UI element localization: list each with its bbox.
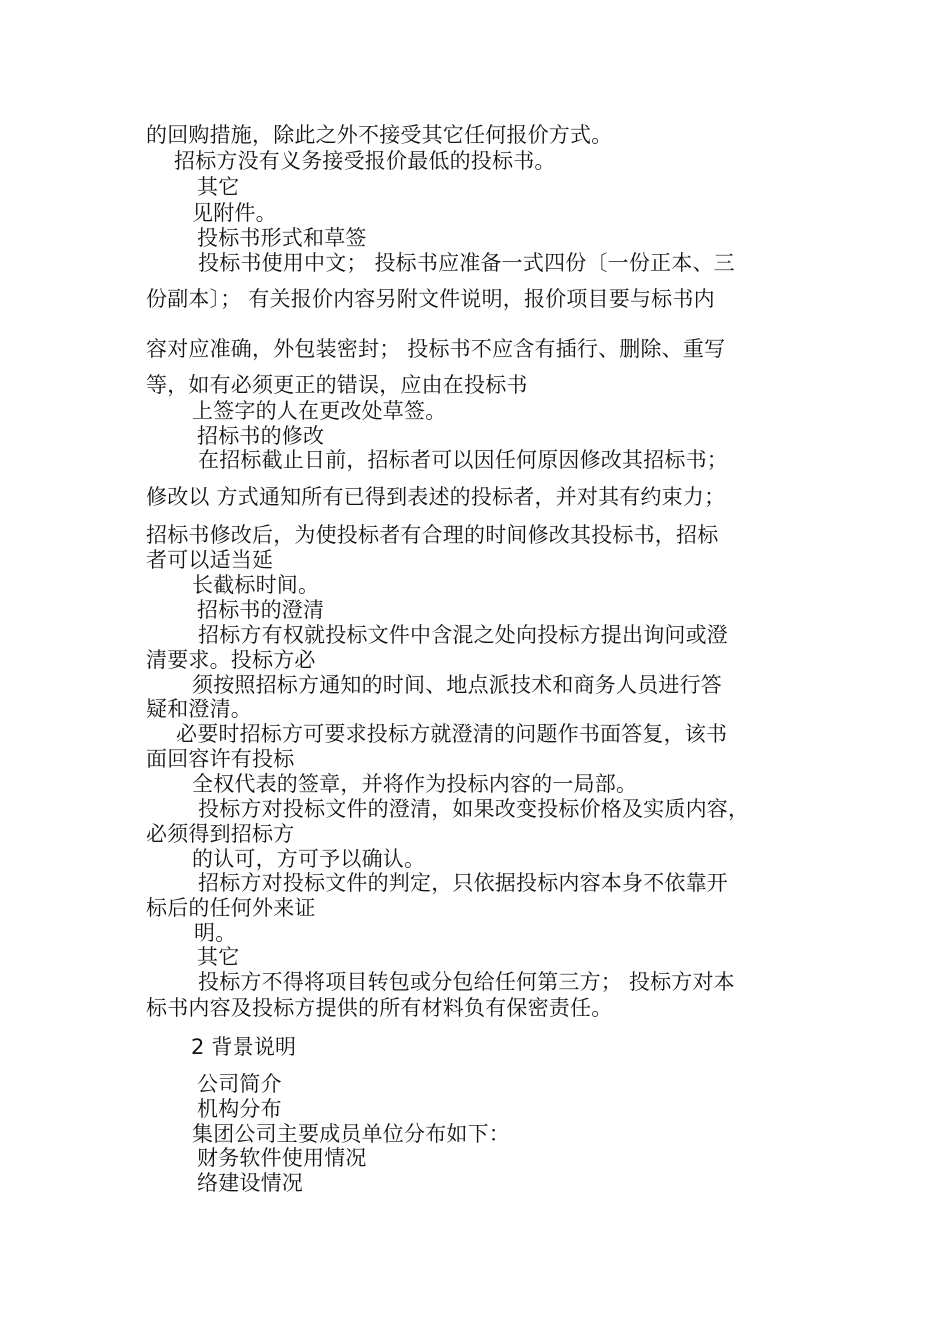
text-line: 招标方没有义务接受报价最低的投标书。: [174, 149, 556, 173]
text-line: 修改以 方式通知所有已得到表述的投标者，并对其有约束力；: [146, 485, 726, 509]
section-heading: 投标书形式和草签: [197, 226, 367, 250]
text-line: 标书内容及投标方提供的所有材料负有保密责任。: [146, 996, 613, 1020]
section-heading: 络建设情况: [197, 1171, 303, 1195]
text-line: 等，如有必须更正的错误，应由在投标书: [146, 373, 528, 397]
text-line: 招标方有权就投标文件中含混之处向投标方提出询问或澄: [198, 623, 728, 647]
text-line: 须按照招标方通知的时间、地点派技术和商务人员进行答: [192, 673, 722, 697]
text-line: 投标书使用中文； 投标书应准备一式四份〔一份正本、三: [198, 251, 735, 275]
section-heading: 招标书的澄清: [197, 598, 325, 622]
text-line: 明。: [194, 921, 237, 945]
chapter-heading: 2 背景说明: [191, 1035, 297, 1059]
text-line: 集团公司主要成员单位分布如下：: [192, 1122, 510, 1146]
text-line: 长截标时间。: [192, 573, 320, 597]
text-line: 清要求。投标方必: [146, 648, 316, 672]
text-line: 份副本〕； 有关报价内容另附文件说明，报价项目要与标书内: [146, 287, 715, 311]
section-heading: 招标书的修改: [197, 424, 325, 448]
text-line: 招标方对投标文件的判定，只依据投标内容本身不依靠开: [198, 871, 728, 895]
text-line: 见附件。: [192, 201, 277, 225]
text-line: 的认可，方可予以确认。: [192, 847, 426, 871]
text-line: 容对应准确，外包装密封； 投标书不应含有插行、删除、重写: [146, 337, 726, 361]
text-line: 投标方对投标文件的澄清，如果改变投标价格及实质内容，: [198, 797, 750, 821]
text-line: 必要时招标方可要求投标方就澄清的问题作书面答复，该书: [176, 722, 728, 746]
text-line: 者可以适当延: [146, 548, 274, 572]
text-line: 面回容许有投标: [146, 747, 295, 771]
text-line: 上签字的人在更改处草签。: [192, 399, 447, 423]
section-heading: 其它: [197, 945, 240, 969]
text-line: 投标方不得将项目转包或分包给任何第三方； 投标方对本: [198, 970, 735, 994]
section-heading: 公司简介: [197, 1072, 282, 1096]
text-line: 标后的任何外来证: [146, 896, 316, 920]
section-heading: 其它: [197, 175, 240, 199]
section-heading: 财务软件使用情况: [197, 1146, 367, 1170]
text-line: 的回购措施，除此之外不接受其它任何报价方式。: [146, 123, 613, 147]
text-line: 必须得到招标方: [146, 822, 295, 846]
text-line: 在招标截止日前，招标者可以因任何原因修改其招标书；: [198, 448, 728, 472]
section-heading: 机构分布: [197, 1097, 282, 1121]
text-line: 招标书修改后，为使投标者有合理的时间修改其投标书，招标: [146, 523, 719, 547]
text-line: 全权代表的签章，并将作为投标内容的一局部。: [192, 772, 638, 796]
text-line: 疑和澄清。: [146, 697, 252, 721]
